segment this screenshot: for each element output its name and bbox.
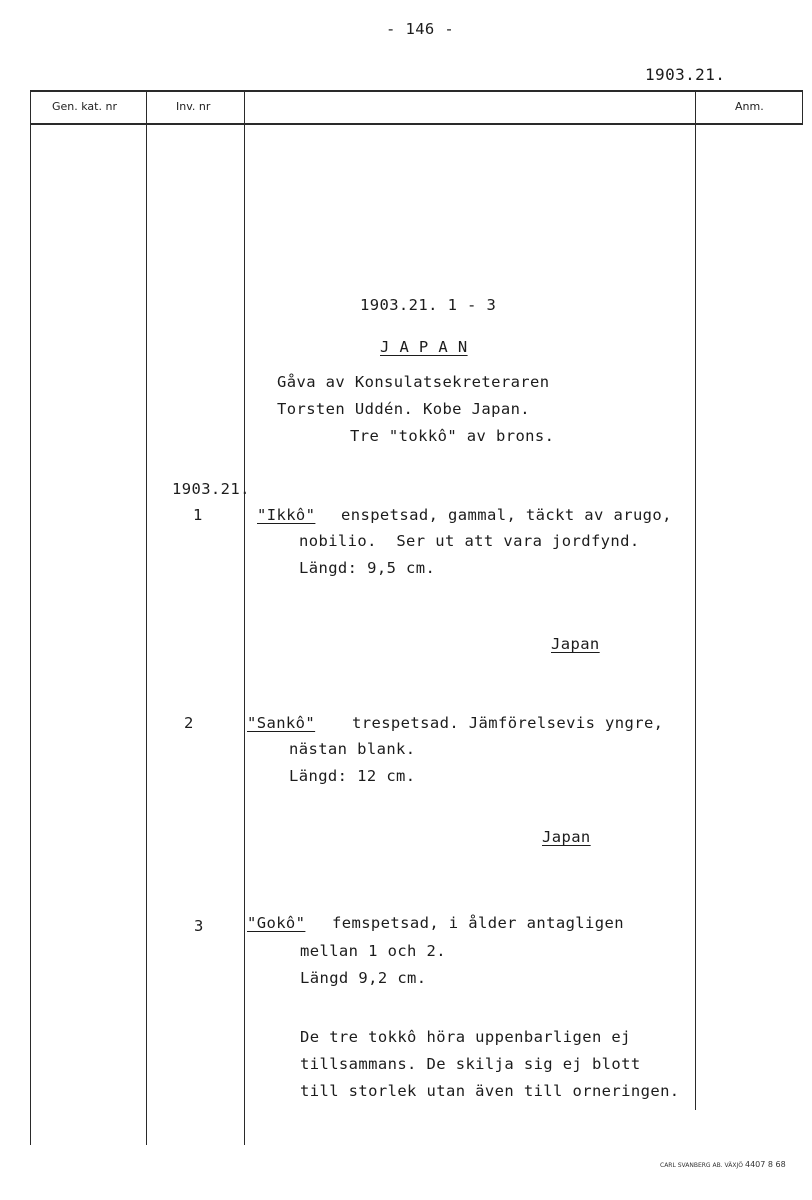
entry-number: 2: [184, 714, 194, 732]
entry-length: Längd: 9,5 cm.: [299, 559, 436, 577]
page-number: - 146 -: [386, 20, 455, 38]
column-divider-3: [695, 90, 696, 1110]
entry-length: Längd 9,2 cm.: [300, 969, 427, 987]
column-header-gen-kat-nr: Gen. kat. nr: [52, 100, 117, 113]
donor-line-2: Torsten Uddén. Kobe Japan.: [277, 400, 531, 418]
entry-number: 3: [194, 917, 204, 935]
donor-line-1: Gåva av Konsulatsekreteraren: [277, 373, 550, 391]
column-header-inv-nr: Inv. nr: [176, 100, 211, 113]
note-line: tillsammans. De skilja sig ej blott: [300, 1055, 641, 1073]
entry-description-line: enspetsad, gammal, täckt av arugo,: [341, 506, 672, 524]
entry-number: 1: [193, 506, 203, 524]
catalog-range: 1903.21. 1 - 3: [360, 296, 497, 314]
entry-description-line: trespetsad. Jämförelsevis yngre,: [352, 714, 664, 732]
left-border: [30, 90, 31, 1145]
entry-length: Längd: 12 cm.: [289, 767, 416, 785]
section-number: 1903.21.: [172, 480, 250, 498]
right-border: [802, 90, 803, 124]
entry-name: "Sankô": [247, 714, 316, 732]
catalog-number-top: 1903.21.: [645, 65, 726, 84]
entry-place: Japan: [551, 635, 600, 653]
country-heading: J A P A N: [380, 338, 468, 356]
note-line: De tre tokkô höra uppenbarligen ej: [300, 1028, 631, 1046]
form-code: 4407 8 68: [745, 1160, 786, 1169]
entry-description-line: nästan blank.: [289, 740, 416, 758]
printer-imprint: CARL SVANBERG AB. VÄXJÖ: [660, 1162, 743, 1169]
entry-description-line: femspetsad, i ålder antagligen: [332, 914, 624, 932]
entry-place: Japan: [542, 828, 591, 846]
summary-line: Tre "tokkô" av brons.: [350, 427, 555, 445]
column-divider-2: [244, 90, 245, 1145]
note-line: till storlek utan även till orneringen.: [300, 1082, 680, 1100]
entry-name: "Gokô": [247, 914, 306, 932]
entry-description-line: mellan 1 och 2.: [300, 942, 446, 960]
entry-description-line: nobilio. Ser ut att vara jordfynd.: [299, 532, 640, 550]
column-divider-1: [146, 90, 147, 1145]
entry-name: "Ikkô": [257, 506, 316, 524]
column-header-anm: Anm.: [735, 100, 764, 113]
